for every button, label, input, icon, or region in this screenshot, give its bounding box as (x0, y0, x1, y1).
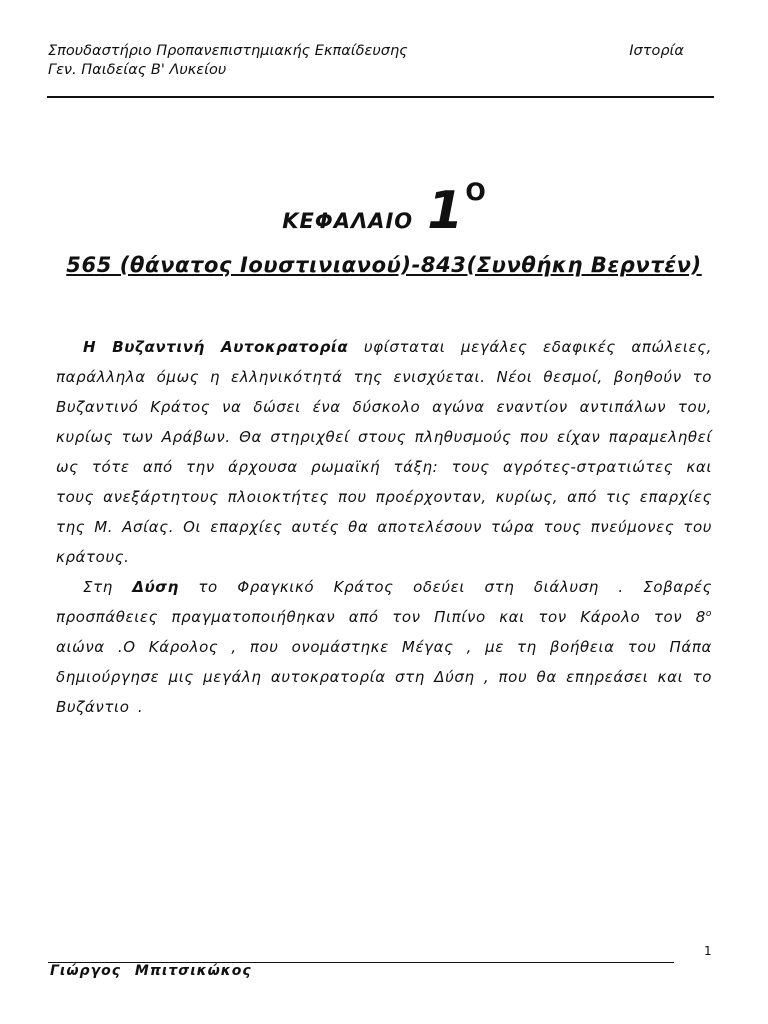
page-number: 1 (704, 944, 712, 958)
header-subject: Ιστορία (629, 43, 684, 59)
chapter-title (0, 178, 768, 241)
body-text (56, 332, 712, 722)
chapter-subtitle: 565 (θάνατος Ιουστινιανού)-843(Συνθήκη Βερντέν) (66, 253, 702, 277)
paragraph-1-lead: Η Βυζαντινή Αυτοκρατορία (83, 338, 349, 356)
header-rule (47, 96, 714, 98)
header-course: Γεν. Παιδείας Β' Λυκείου (48, 62, 227, 78)
footer-author: Γιώργος Μπιτσικώκος (50, 963, 252, 979)
paragraph-1 (56, 332, 712, 572)
paragraph-2 (56, 572, 712, 722)
paragraph-1-text: υφίσταται μεγάλες εδαφικές απώλειες, παράλληλα όμως η ελληνικότητά της ενισχύεται. Νέοι θεσμοί, βοηθούν το Βυζαντινό Κράτος να δώσει ένα δύσκολο αγώνα εναντίον αντιπάλων του, κυρίως των Αράβων. Θα στηριχθεί στους πληθυσμούς που είχαν παραμεληθεί ως τότε από την άρχουσα ρωμαϊκή τάξη: τους αγρότες-στρατιώτες και τους ανεξάρτητους πλοιοκτήτες που προέρχονταν, κυρίως, από τις επαρχίες της Μ. Ασίας. Οι επαρχίες αυτές θα αποτελέσουν τώρα τους πνεύμονες του κράτους. (56, 338, 713, 566)
paragraph-2-text-2: αιώνα .Ο Κάρολος , που ονομάστηκε Μέγας , με τη βοήθεια του Πάπα δημιούργησε μις μεγάλη αυτοκρατορία στη Δύση , που θα επηρεάσει και το Βυζάντιο . (56, 638, 712, 716)
paragraph-2-superscript: ο (705, 609, 712, 619)
chapter-number: 1 (427, 181, 464, 241)
paragraph-2-pre: Στη (83, 578, 133, 596)
chapter-ordinal: Ο (465, 178, 486, 206)
paragraph-2-text-1: το Φραγκικό Κράτος οδεύει στη διάλυση . Σοβαρές προσπάθειες πραγματοποιήθηκαν από τον Πιπίνο και τον Κάρολο τον 8 (56, 578, 712, 626)
paragraph-2-bold: Δύση (132, 578, 179, 596)
page-header (48, 42, 698, 80)
header-institution: Σπουδαστήριο Προπανεπιστημιακής Εκπαίδευσης (48, 43, 408, 59)
chapter-word: ΚΕΦΑΛΑΙΟ (282, 209, 414, 233)
